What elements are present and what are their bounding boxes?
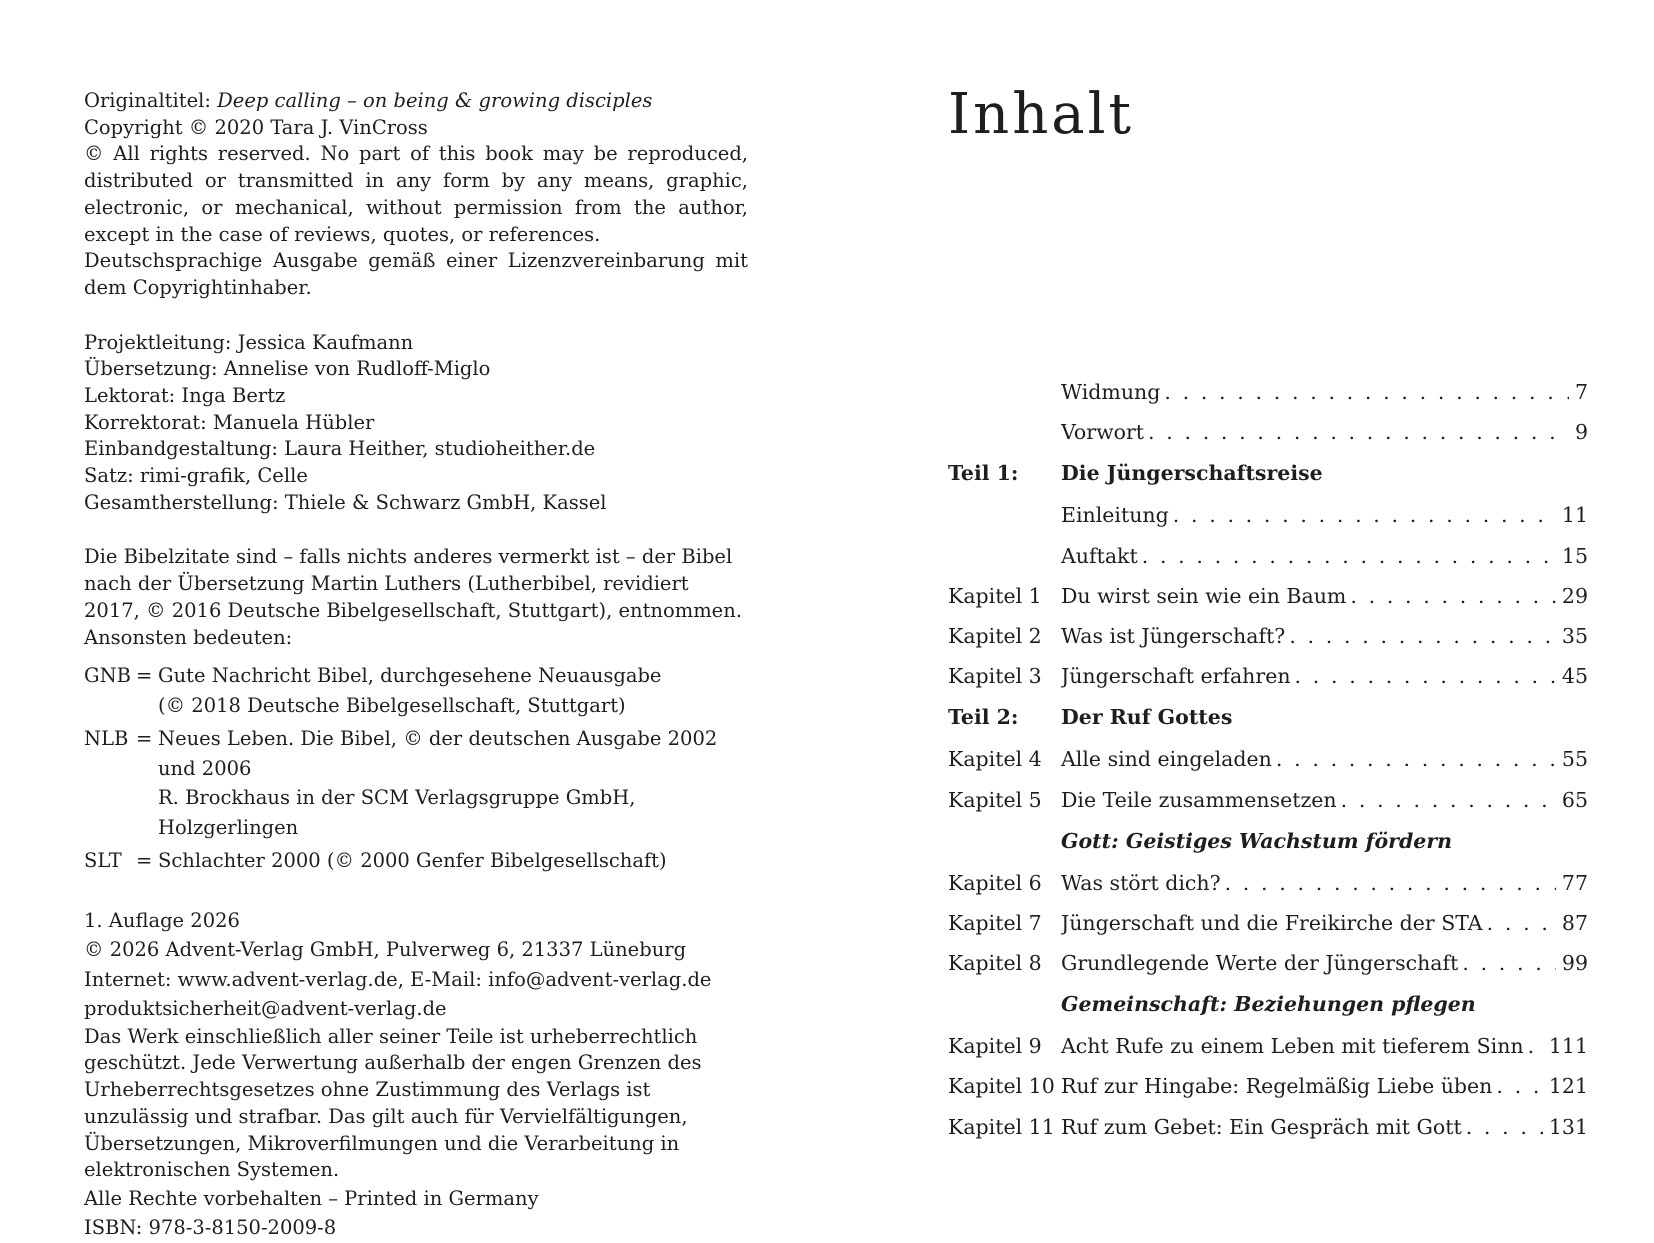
- toc-entry: [948, 1107, 1588, 1147]
- toc-entry-body: [1061, 1026, 1588, 1066]
- abbreviation-line: (© 2018 Deutsche Bibelgesellschaft, Stuttgart): [158, 693, 626, 717]
- toc-entry: [948, 412, 1588, 452]
- toc-part-heading: [948, 696, 1588, 739]
- toc-title: Auftakt: [1061, 543, 1138, 568]
- toc-page-number: 87: [1561, 910, 1588, 935]
- toc-title: Widmung: [1061, 380, 1161, 404]
- abbreviation-equals: =: [136, 727, 153, 751]
- toc-number: Kapitel 3: [948, 664, 1042, 689]
- abbreviation-key: SLT: [84, 849, 122, 873]
- abbreviation-line: Schlachter 2000 (© 2000 Genfer Bibelgesellschaft): [158, 849, 667, 873]
- toc-leader-dots: [1173, 495, 1556, 535]
- table-of-contents: [948, 372, 1588, 1147]
- toc-number: Teil 2:: [948, 705, 1019, 730]
- credit-proofreading: Korrektorat: Manuela Hübler: [84, 410, 375, 434]
- toc-entry: [948, 1066, 1588, 1106]
- edition: 1. Auflage 2026: [84, 908, 240, 932]
- abbreviation-line: R. Brockhaus in der SCM Verlagsgruppe GmbH, Holzgerlingen: [158, 786, 636, 839]
- toc-entry: [948, 576, 1588, 616]
- toc-title: Vorwort: [1061, 420, 1144, 445]
- toc-number: Kapitel 2: [948, 623, 1042, 648]
- toc-entry: [948, 656, 1588, 696]
- toc-title: Die Jüngerschaftsreise: [1061, 461, 1323, 486]
- toc-entry-body: [1061, 696, 1588, 739]
- toc-entry: [948, 616, 1588, 656]
- toc-leader-dots: [1225, 863, 1556, 903]
- credit-typesetting: Satz: rimi-grafik, Celle: [84, 464, 308, 488]
- original-title-line: [84, 88, 748, 115]
- toc-entry-body: [1061, 1066, 1588, 1106]
- abbreviations-list: [84, 661, 748, 876]
- toc-title: Grundlegende Werte der Jüngerschaft: [1061, 951, 1459, 976]
- toc-entry: [948, 903, 1588, 943]
- toc-title: Alle sind eingeladen: [1061, 747, 1272, 772]
- bible-note: Die Bibelzitate sind – falls nichts anderes vermerkt ist – der Bibel nach der Übersetzung Martin Luthers (Lutherbibel, revidiert 2017, © 2016 Deutsche Bibelgesellschaft, Stuttgart), entnommen. Ansonsten bedeuten:: [84, 545, 742, 649]
- toc-section-heading: [948, 820, 1588, 863]
- toc-entry: [948, 739, 1588, 779]
- toc-entry: [948, 780, 1588, 820]
- toc-section-heading: [948, 983, 1588, 1026]
- toc-page-number: 121: [1548, 1074, 1588, 1099]
- toc-leader-dots: [1148, 412, 1569, 452]
- imprint-page: [84, 88, 748, 1243]
- toc-page-number: 35: [1561, 623, 1588, 648]
- credit-translation: Übersetzung: Annelise von Rudloff-Miglo: [84, 357, 491, 381]
- toc-leader-dots: [1295, 656, 1556, 696]
- toc-title: Einleitung: [1061, 503, 1169, 528]
- toc-number: Kapitel 9: [948, 1034, 1042, 1059]
- publisher-address: © 2026 Advent-Verlag GmbH, Pulverweg 6, 21337 Lüneburg: [84, 938, 687, 962]
- toc-page-number: 55: [1561, 747, 1588, 772]
- credits-list: [84, 330, 748, 517]
- abbreviation-line: Neues Leben. Die Bibel, © der deutschen Ausgabe 2002 und 2006: [158, 727, 718, 780]
- toc-entry-body: [1061, 739, 1588, 779]
- toc-entry-body: [1061, 820, 1588, 863]
- toc-entry-body: [1061, 656, 1588, 696]
- toc-entry-body: [1061, 452, 1588, 495]
- toc-entry: [948, 943, 1588, 983]
- toc-entry: [948, 1026, 1588, 1066]
- toc-title: Gemeinschaft: Beziehungen pflegen: [1061, 992, 1476, 1017]
- toc-page-number: 131: [1548, 1114, 1588, 1139]
- page-title: Inhalt: [948, 82, 1135, 147]
- abbreviation-line: Gute Nachricht Bibel, durchgesehene Neuausgabe: [158, 664, 662, 688]
- toc-leader-dots: [1487, 903, 1556, 943]
- abbreviation-row: [84, 661, 748, 720]
- toc-leader-dots: [1142, 536, 1556, 576]
- abbreviation-value: [158, 661, 748, 720]
- credit-cover-design: Einbandgestaltung: Laura Heither, studioheither.de: [84, 437, 596, 461]
- toc-title: Die Teile zusammensetzen: [1061, 787, 1337, 812]
- toc-title: Ruf zum Gebet: Ein Gespräch mit Gott: [1061, 1114, 1462, 1139]
- toc-entry-body: [1061, 576, 1588, 616]
- toc-leader-dots: [1466, 1107, 1543, 1147]
- toc-title: Was ist Jüngerschaft?: [1061, 623, 1286, 648]
- abbreviation-value: [158, 724, 748, 842]
- credit-editing: Lektorat: Inga Bertz: [84, 384, 286, 407]
- toc-page-number: 11: [1561, 503, 1588, 528]
- toc-title: Jüngerschaft und die Freikirche der STA: [1061, 910, 1483, 935]
- toc-part-heading: [948, 452, 1588, 495]
- toc-number: Kapitel 6: [948, 870, 1042, 895]
- toc-leader-dots: [1528, 1026, 1543, 1066]
- toc-leader-dots: [1350, 576, 1556, 616]
- toc-entry-body: [1061, 372, 1588, 412]
- toc-entry-body: [1061, 412, 1588, 452]
- toc-entry-body: [1061, 495, 1588, 535]
- publisher-contact: Internet: www.advent-verlag.de, E-Mail: info@advent-verlag.de: [84, 967, 712, 991]
- abbreviation-value: [158, 846, 748, 876]
- toc-entry-body: [1061, 943, 1588, 983]
- toc-title: Ruf zur Hingabe: Regelmäßig Liebe üben: [1061, 1074, 1493, 1099]
- toc-number: Kapitel 4: [948, 747, 1042, 772]
- toc-page-number: 15: [1561, 543, 1588, 568]
- toc-title: Was stört dich?: [1061, 870, 1221, 895]
- toc-entry-body: [1061, 1107, 1588, 1147]
- toc-number: Kapitel 10: [948, 1074, 1055, 1099]
- toc-number: Kapitel 11: [948, 1114, 1055, 1139]
- rights-statement: © All rights reserved. No part of this book may be reproduced, distributed or transmitted in any form by any means, graphic, electronic, or mechanical, without permission from the author, except in the case of reviews, quotes, or references.: [84, 142, 748, 246]
- toc-entry: [948, 372, 1588, 412]
- toc-leader-dots: [1276, 739, 1556, 779]
- toc-entry-body: [1061, 536, 1588, 576]
- toc-title: Acht Rufe zu einem Leben mit tieferem Sinn: [1061, 1034, 1524, 1059]
- toc-entry-body: [1061, 616, 1588, 656]
- toc-page-number: 9: [1574, 420, 1588, 445]
- abbreviation-row: [84, 724, 748, 842]
- toc-title: Jüngerschaft erfahren: [1061, 664, 1291, 689]
- abbreviation-key: NLB: [84, 727, 129, 751]
- credit-project-lead: Projektleitung: Jessica Kaufmann: [84, 330, 414, 354]
- toc-leader-dots: [1462, 943, 1556, 983]
- abbreviation-equals: =: [136, 849, 153, 873]
- toc-entry-body: [1061, 903, 1588, 943]
- toc-page-number: 111: [1548, 1034, 1588, 1059]
- toc-number: Kapitel 7: [948, 910, 1042, 935]
- toc-page-number: 7: [1574, 380, 1588, 404]
- toc-entry: [948, 536, 1588, 576]
- toc-entry: [948, 863, 1588, 903]
- copyright-line: Copyright © 2020 Tara J. VinCross: [84, 115, 428, 139]
- toc-entry-body: [1061, 780, 1588, 820]
- credit-production: Gesamtherstellung: Thiele & Schwarz GmbH, Kassel: [84, 490, 607, 514]
- original-title: Deep calling – on being & growing disciples: [217, 89, 653, 112]
- toc-entry: [948, 495, 1588, 535]
- license-statement: Deutschsprachige Ausgabe gemäß einer Lizenzvereinbarung mit dem Copyrightinhaber.: [84, 249, 748, 299]
- toc-page-number: 77: [1561, 870, 1588, 895]
- toc-page-number: 65: [1561, 787, 1588, 812]
- toc-leader-dots: [1341, 780, 1556, 820]
- legal-notice: Das Werk einschließlich aller seiner Teile ist urheberrechtlich geschützt. Jede Verwertung außerhalb der engen Grenzen des Urheberrechtsgesetzes ohne Zustimmung des Verlags ist unzulässig und strafbar. Das gilt auch für Vervielfältigungen, Übersetzungen, Mikroverfilmungen und die Verarbeitung in elektronischen Systemen.: [84, 1024, 702, 1182]
- toc-title: Du wirst sein wie ein Baum: [1061, 583, 1347, 608]
- toc-number: Kapitel 1: [948, 583, 1042, 608]
- rights-reserved: Alle Rechte vorbehalten – Printed in Germany: [84, 1186, 539, 1210]
- toc-number: Teil 1:: [948, 461, 1019, 486]
- product-safety-email: produktsicherheit@advent-verlag.de: [84, 997, 447, 1021]
- toc-leader-dots: [1496, 1066, 1542, 1106]
- original-title-label: Originaltitel:: [84, 89, 218, 112]
- publisher-imprint: [84, 906, 748, 1243]
- toc-number: Kapitel 8: [948, 951, 1042, 976]
- toc-entry-body: [1061, 863, 1588, 903]
- abbreviation-key: GNB: [84, 664, 131, 688]
- toc-title: Der Ruf Gottes: [1061, 705, 1233, 730]
- abbreviation-equals: =: [136, 664, 153, 688]
- toc-leader-dots: [1289, 616, 1556, 656]
- toc-entry-body: [1061, 983, 1588, 1026]
- toc-title: Gott: Geistiges Wachstum fördern: [1061, 828, 1453, 853]
- toc-page-number: 29: [1561, 583, 1588, 608]
- toc-leader-dots: [1164, 372, 1569, 412]
- toc-number: Kapitel 5: [948, 787, 1042, 812]
- isbn: ISBN: 978-3-8150-2009-8: [84, 1216, 337, 1240]
- toc-page-number: 99: [1561, 951, 1588, 976]
- abbreviation-row: [84, 846, 748, 876]
- toc-page-number: 45: [1561, 664, 1588, 689]
